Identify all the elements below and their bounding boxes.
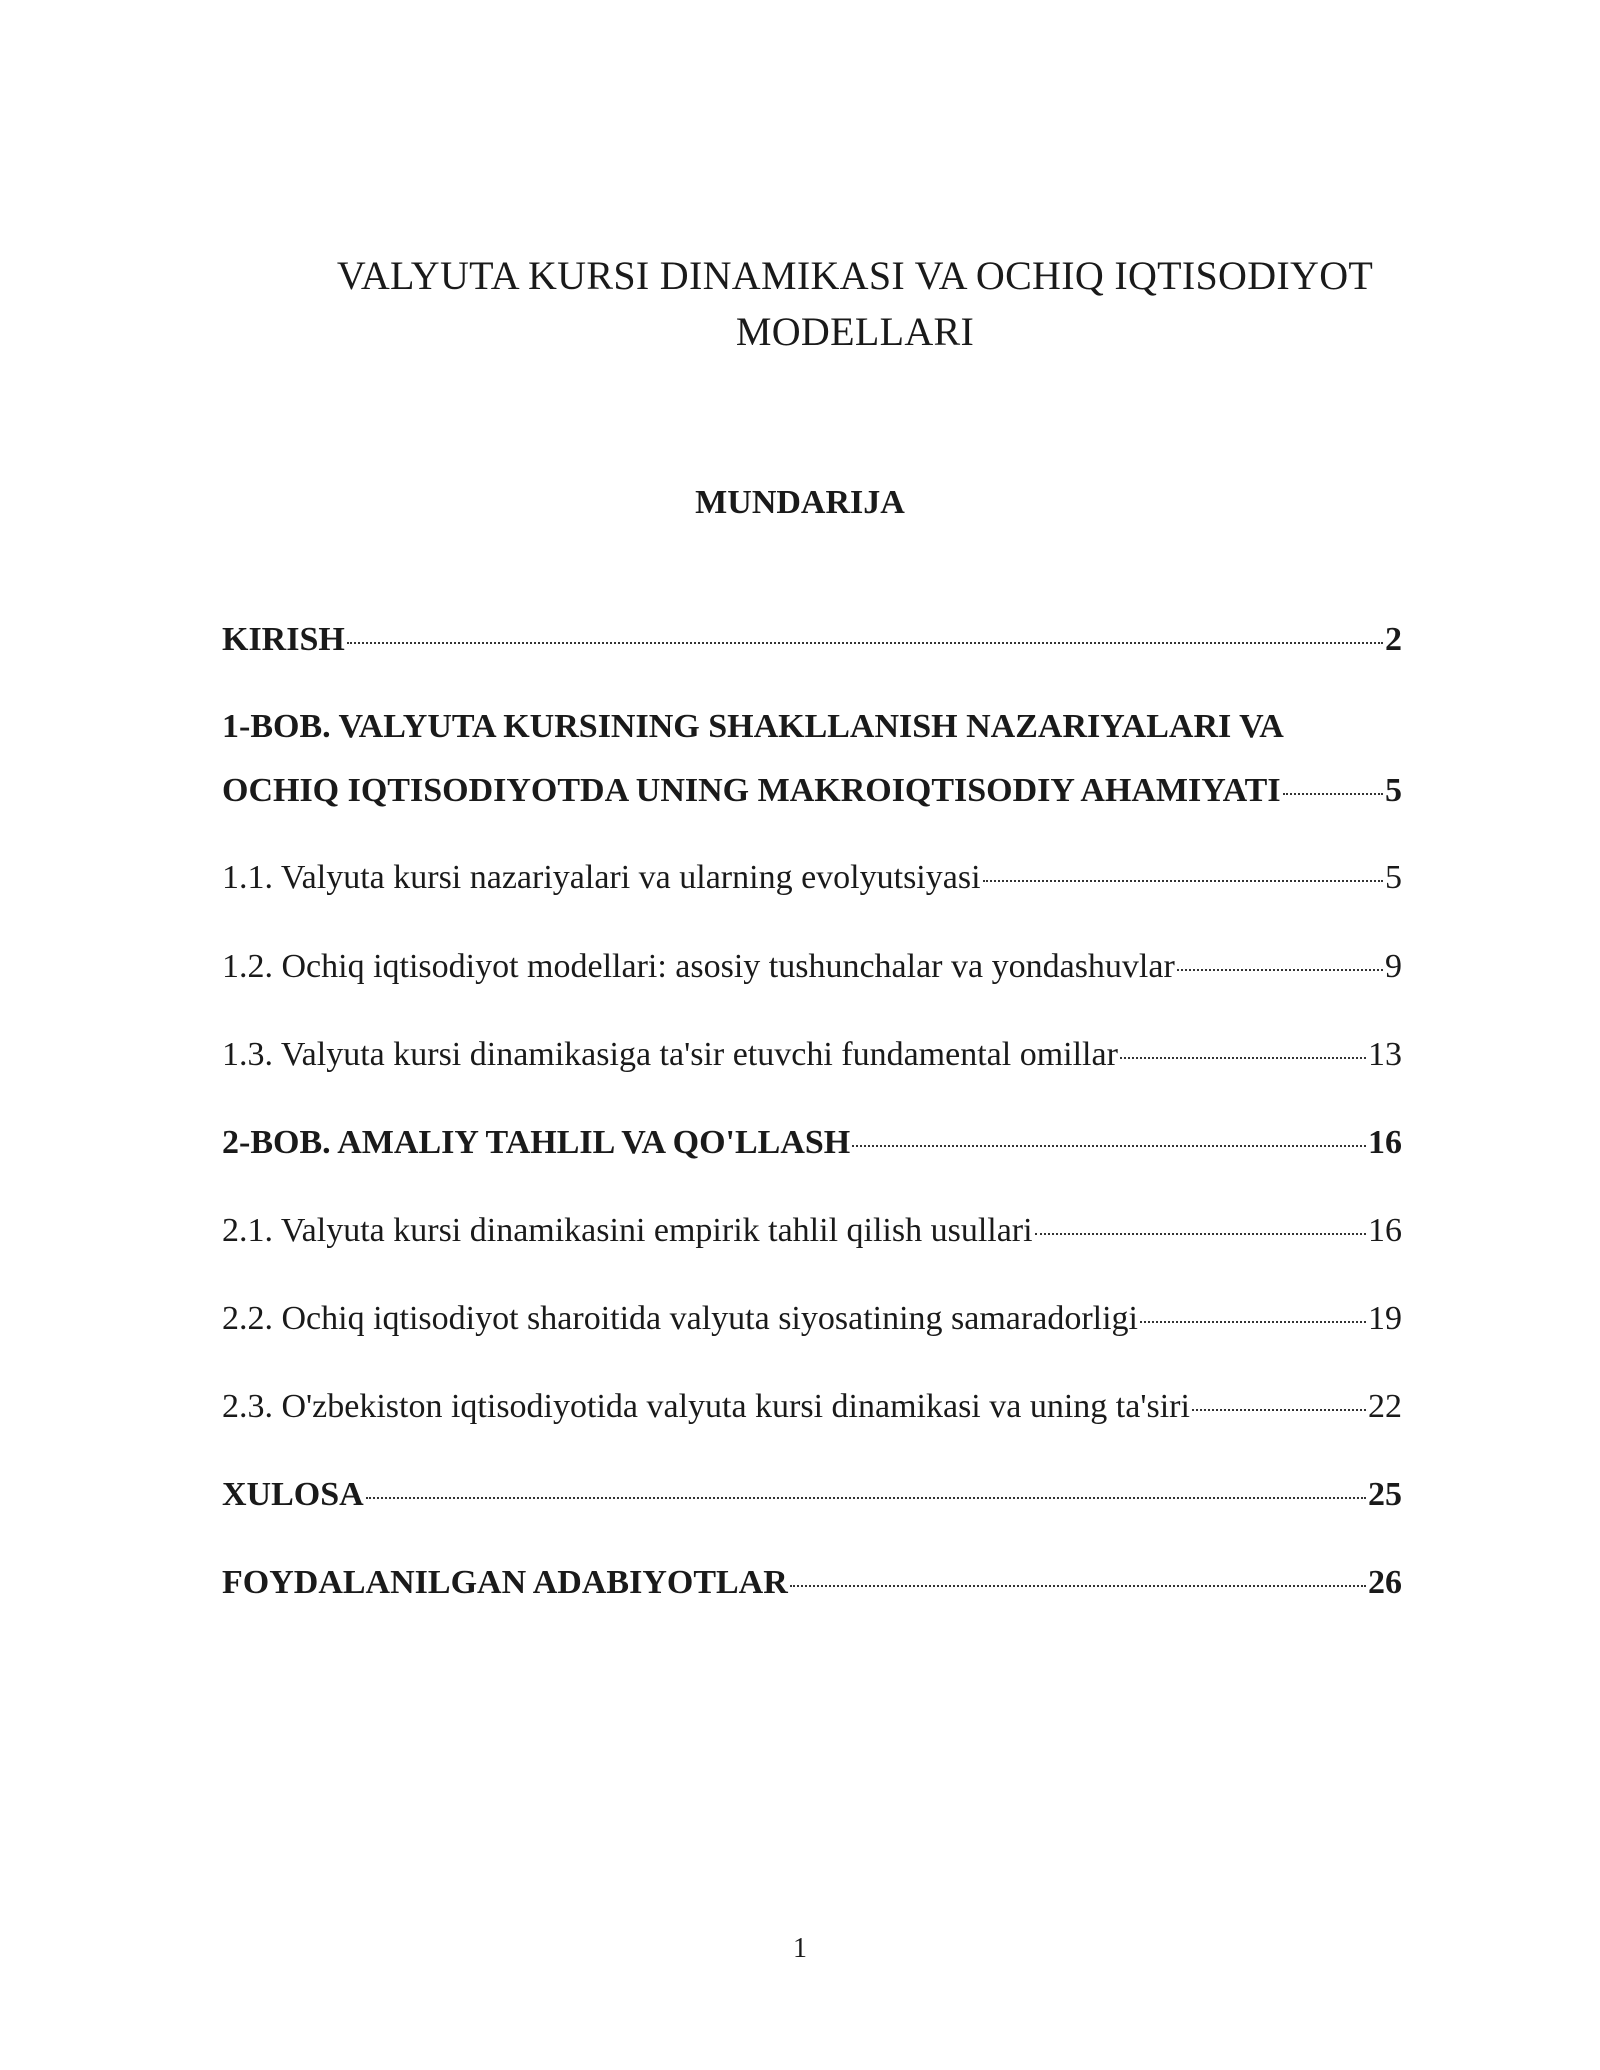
toc-entry-label: 1.2. Ochiq iqtisodiyot modellari: asosiy tushunchalar va yondashuvlar [222,948,1175,985]
toc-dot-leader [366,1497,1366,1499]
toc-entry-label: 2.1. Valyuta kursi dinamikasini empirik tahlil qilish usullari [222,1212,1033,1249]
page-number: 1 [793,1933,807,1964]
toc-page-number: 16 [1368,1212,1402,1249]
toc-entry-label: KIRISH [222,621,345,658]
toc-page-number: 16 [1368,1124,1402,1161]
toc-entry-1-3[interactable] [222,1034,1402,1076]
toc-entry-label: 2.2. Ochiq iqtisodiyot sharoitida valyuta siyosatining samaradorligi [222,1300,1138,1337]
toc-entry-1-2[interactable] [222,946,1402,988]
toc-dot-leader [983,880,1383,882]
toc-page-number: 13 [1368,1036,1402,1073]
toc-dot-leader [1192,1409,1366,1411]
toc-dot-leader [1177,969,1383,971]
toc-entry-bob-2[interactable] [222,1122,1402,1164]
toc-dot-leader [1140,1321,1366,1323]
toc-entry-label: 1.3. Valyuta kursi dinamikasiga ta'sir etuvchi fundamental omillar [222,1036,1118,1073]
document-title [290,248,1420,360]
toc-page-number: 2 [1385,621,1402,658]
toc-entry-label-line-1: 1-BOB. VALYUTA KURSINING SHAKLLANISH NAZARIYALARI VA [222,708,1284,745]
toc-entry-2-2[interactable] [222,1298,1402,1340]
toc-page-number: 5 [1385,772,1402,809]
toc-page-number: 9 [1385,948,1402,985]
toc-page-number: 19 [1368,1300,1402,1337]
toc-entry-bob-1[interactable] [222,706,1402,812]
toc-dot-leader [1120,1057,1366,1059]
toc-page-number: 25 [1368,1476,1402,1513]
toc-dot-leader [1283,793,1383,795]
document-title-line-1: VALYUTA KURSI DINAMIKASI VA OCHIQ IQTISODIYOT [336,253,1374,298]
document-title-line-2: MODELLARI [735,309,975,354]
toc-entry-label: XULOSA [222,1476,364,1513]
toc-entry-label-line-2: OCHIQ IQTISODIYOTDA UNING MAKROIQTISODIY AHAMIYATI [222,772,1281,809]
toc-entry-1-1[interactable] [222,857,1402,899]
toc-entry-label: 2-BOB. AMALIY TAHLIL VA QO'LLASH [222,1124,851,1161]
toc-dot-leader [1035,1233,1366,1235]
toc-dot-leader [347,642,1383,644]
toc-dot-leader [852,1145,1366,1147]
toc-page-number: 5 [1385,859,1402,896]
toc-entry-label: 1.1. Valyuta kursi nazariyalari va ularning evolyutsiyasi [222,859,981,896]
toc-entry-label: 2.3. O'zbekiston iqtisodiyotida valyuta kursi dinamikasi va uning ta'siri [222,1388,1190,1425]
toc-entry-2-3[interactable] [222,1386,1402,1428]
toc-heading: MUNDARIJA [695,484,905,521]
toc-page-number: 26 [1368,1564,1402,1601]
toc-entry-xulosa[interactable] [222,1474,1402,1516]
toc-entry-kirish[interactable] [222,619,1402,661]
toc-entry-2-1[interactable] [222,1210,1402,1252]
toc-entry-adabiyotlar[interactable] [222,1562,1402,1604]
toc-entry-label: FOYDALANILGAN ADABIYOTLAR [222,1564,788,1601]
toc-page-number: 22 [1368,1388,1402,1425]
toc-dot-leader [790,1585,1366,1587]
